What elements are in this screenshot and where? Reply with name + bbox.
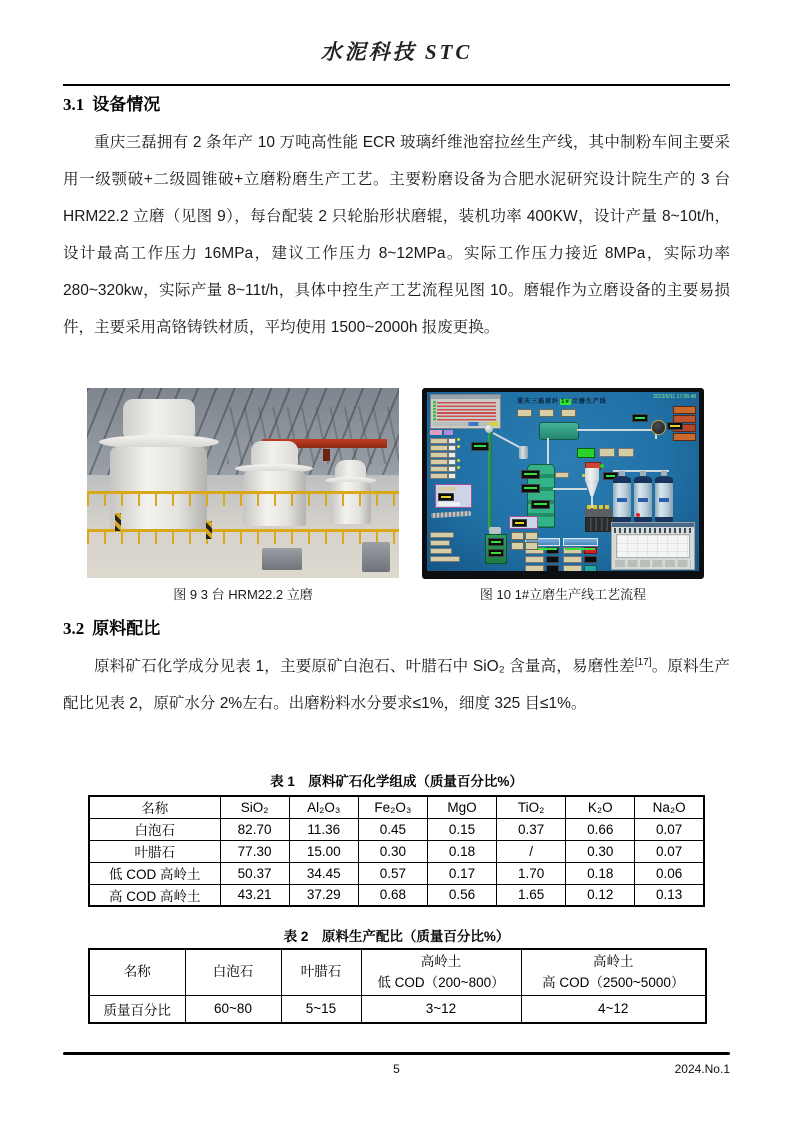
dcs-left-value [448, 459, 456, 465]
status-dot [457, 445, 460, 448]
dcs-left-value [448, 466, 456, 472]
cell: 82.70 [220, 818, 289, 840]
row-value-teal [584, 565, 597, 571]
panel-label [438, 487, 456, 491]
cell: 0.15 [427, 818, 496, 840]
row-value [546, 565, 559, 571]
platform-railing-lower [87, 529, 399, 544]
cell: 34.45 [289, 862, 358, 884]
section-title: 设备情况 [92, 95, 161, 114]
cell: 50.37 [220, 862, 289, 884]
storage-tank-3 [655, 476, 673, 524]
dcs-left-label [430, 473, 448, 479]
cell: 3~12 [361, 995, 521, 1023]
status-dot-green [600, 464, 604, 468]
dcs-left-label [430, 452, 448, 458]
cell: 0.12 [566, 884, 635, 906]
dcs-left-label [430, 445, 448, 451]
tank-cap [655, 476, 673, 483]
tank-cap [634, 476, 652, 483]
group-header-bar [563, 538, 598, 546]
cell: 0.13 [635, 884, 704, 906]
th-line1: 高岭土 [420, 953, 462, 969]
table-row [89, 862, 704, 884]
th-yelashi: 叶腊石 [281, 949, 361, 995]
th-line1: 高岭土 [593, 953, 634, 969]
value-display [667, 422, 683, 430]
cell: / [497, 840, 566, 862]
cell: 低 COD 高岭土 [89, 862, 220, 884]
table-row [89, 840, 704, 862]
cell: 0.18 [427, 840, 496, 862]
mill-hopper [251, 441, 298, 466]
value-row [563, 556, 597, 563]
status-dot [457, 459, 460, 462]
th-sio2: SiO₂ [220, 796, 289, 818]
dcs-menu-button [517, 409, 532, 417]
cell: 11.36 [289, 818, 358, 840]
cyclone-body [585, 468, 599, 480]
dcs-pink-tag [430, 430, 442, 435]
top-duct [577, 429, 657, 431]
status-dot [457, 466, 460, 469]
table-ore-composition [88, 795, 705, 907]
cell: 4~12 [521, 995, 706, 1023]
cell: 15.00 [289, 840, 358, 862]
tank-valve [640, 471, 646, 476]
cell: 0.18 [566, 862, 635, 884]
cell: 0.45 [358, 818, 427, 840]
value-row [563, 565, 597, 571]
trend-chart-window [611, 522, 695, 570]
mill-hopper [123, 399, 195, 437]
figure10-dcs-screenshot [422, 388, 704, 579]
section-number: 3.1 [63, 95, 85, 114]
dcs-menu-button [539, 409, 554, 417]
table-row [89, 818, 704, 840]
dcs-nav-button [673, 433, 696, 441]
cell: 0.30 [358, 840, 427, 862]
cell: 0.68 [358, 884, 427, 906]
footer-rule [63, 1052, 730, 1055]
fan-graphic [651, 420, 666, 435]
classifier-graphic [539, 422, 579, 440]
row-label [563, 565, 582, 571]
tank-label [659, 498, 669, 502]
dcs-page-title [499, 396, 625, 405]
pipe-mill-cyclone [553, 488, 587, 490]
hopper-value [488, 549, 504, 557]
dcs-nav-button [673, 406, 696, 414]
cell: 1.65 [497, 884, 566, 906]
dcs-purple-tag [444, 430, 453, 435]
trend-titlebar [612, 523, 694, 527]
valve-manifold [585, 508, 612, 517]
hazard-stripe-post [206, 521, 212, 539]
cell: 60~80 [185, 995, 281, 1023]
dcs-title-text: 重庆三磊玻纤 [517, 399, 560, 405]
mill-value-display [531, 500, 550, 509]
alarm-ack-column [433, 401, 436, 421]
dcs-title-unit-badge: 1# [561, 399, 570, 405]
paragraph-materials [63, 648, 730, 722]
packer-slats [585, 517, 614, 532]
storage-tank-1 [613, 476, 631, 524]
value-cluster-left [525, 547, 559, 571]
vertical-mill-2 [234, 441, 315, 536]
hopper-value [488, 538, 504, 546]
header-rule [63, 84, 730, 86]
cell: 0.17 [427, 862, 496, 884]
value-row [525, 565, 559, 571]
th-mgo: MgO [427, 796, 496, 818]
cell: 77.30 [220, 840, 289, 862]
table-raw-material-ratio [88, 948, 707, 1024]
th-line2: 高 COD（2500~5000） [542, 975, 685, 991]
stop-button [525, 532, 538, 540]
th-na2o: Na₂O [635, 796, 704, 818]
status-box [618, 448, 634, 457]
th-kaolin-high [521, 949, 706, 995]
trend-toolbar-icons [614, 528, 692, 533]
cell: 白泡石 [89, 818, 220, 840]
crane-hoist [323, 449, 330, 461]
th-kaolin-low [361, 949, 521, 995]
pipe-classifier-mill [547, 438, 549, 464]
dcs-left-label [430, 466, 448, 472]
railing-posts [87, 532, 399, 544]
chute-line [493, 432, 520, 448]
feeder-cylinder [519, 446, 528, 459]
value-cluster-right [563, 547, 597, 571]
alarm-dot-red [636, 513, 640, 517]
dcs-left-button [430, 556, 460, 562]
paragraph-text: 。原料生产配比见表 2，原矿水分 2%左右。出磨粉料水分要求≤1%，细度 325 目≤1%。 [63, 658, 730, 712]
row-label [525, 565, 544, 571]
setpoint-panel [509, 516, 538, 529]
mill-body [110, 447, 207, 531]
th-line2: 低 COD（200~800） [377, 975, 505, 991]
cell: 0.57 [358, 862, 427, 884]
dcs-left-value [448, 438, 456, 444]
dcs-left-label [430, 459, 448, 465]
dcs-menu-button [561, 409, 576, 417]
hazard-stripe-post [115, 513, 121, 531]
th-k2o: K₂O [566, 796, 635, 818]
th-tio2: TiO₂ [497, 796, 566, 818]
cyclone-cone [585, 480, 599, 496]
figure9-caption: 图 9 3 台 HRM22.2 立磨 [173, 587, 313, 602]
cell: 高 COD 高岭土 [89, 884, 220, 906]
floor-cart [362, 542, 390, 572]
cell: 1.70 [497, 862, 566, 884]
run-button [511, 542, 524, 550]
table-row [89, 884, 704, 906]
section-title: 原料配比 [92, 619, 161, 638]
th-fe2o3: Fe₂O₃ [358, 796, 427, 818]
cell: 0.07 [635, 818, 704, 840]
th-al2o3: Al₂O₃ [289, 796, 358, 818]
table1-title: 表 1 原料矿石化学组成（质量百分比%） [270, 774, 523, 789]
cell: 43.21 [220, 884, 289, 906]
alarm-list-window [430, 394, 501, 429]
status-dot [582, 474, 585, 477]
tank-valve [619, 471, 625, 476]
table-header-row [89, 796, 704, 818]
citation-superscript: [17] [634, 656, 652, 668]
cell: 5~15 [281, 995, 361, 1023]
page-number: 5 [393, 1062, 400, 1076]
row-value [584, 556, 597, 563]
alarm-text-rows [437, 401, 496, 421]
feeder-hopper-graphic [485, 534, 507, 564]
paragraph-text: 原料矿石化学成分见表 1，主要原矿白泡石、叶腊石中 SiO₂ 含量高，易磨性差 [94, 658, 635, 675]
mill-value-display [521, 470, 540, 479]
table-row [89, 995, 706, 1023]
row-value [546, 556, 559, 563]
value-row [525, 556, 559, 563]
valve-handles [587, 505, 610, 509]
railing-posts [87, 494, 399, 506]
cell: 37.29 [289, 884, 358, 906]
dcs-left-value [448, 473, 456, 479]
cell: 0.07 [635, 840, 704, 862]
cell: 叶腊石 [89, 840, 220, 862]
mill-tag [555, 472, 569, 478]
run-button [511, 532, 524, 540]
platform-railing-upper [87, 491, 399, 506]
th-name: 名称 [89, 949, 185, 995]
status-box-green [577, 448, 595, 458]
feeder-top-cylinder [489, 527, 501, 534]
tank-valve [661, 471, 667, 476]
cell: 0.30 [566, 840, 635, 862]
status-box [599, 448, 615, 457]
section-number: 3.2 [63, 619, 85, 638]
section-heading-materials [63, 614, 160, 639]
dcs-left-button [430, 532, 454, 538]
dcs-left-button [430, 540, 450, 546]
trend-legend-row [615, 560, 691, 567]
dcs-left-button [430, 548, 452, 554]
cell: 0.66 [566, 818, 635, 840]
issue-number: 2024.No.1 [674, 1062, 730, 1076]
dcs-title-text: 立磨生产线 [571, 399, 607, 405]
elevator-head-pulley [485, 425, 493, 433]
floor-equipment [262, 548, 303, 571]
dcs-left-value [448, 445, 456, 451]
dcs-parameter-panel [435, 484, 472, 508]
stop-button [525, 542, 538, 550]
th-baipaoshi: 白泡石 [185, 949, 281, 995]
storage-tank-2 [634, 476, 652, 524]
cell: 0.56 [427, 884, 496, 906]
cell: 质量百分比 [89, 995, 185, 1023]
value-display [632, 414, 648, 422]
mill-value-display [521, 484, 540, 493]
table-header-row [89, 949, 706, 995]
dcs-screen [427, 392, 699, 571]
panel-row [438, 502, 460, 506]
th-name: 名称 [89, 796, 220, 818]
alarm-window-titlebar [431, 395, 500, 399]
figure10-caption: 图 10 1#立磨生产线工艺流程 [479, 587, 647, 602]
cell: 0.06 [635, 862, 704, 884]
row-label [525, 556, 544, 563]
table2-title: 表 2 原料生产配比（质量百分比%） [283, 929, 510, 944]
cell: 0.37 [497, 818, 566, 840]
tank-cap [613, 476, 631, 483]
tank-label [638, 498, 648, 502]
value-display [471, 442, 489, 451]
panel-value-display [438, 493, 454, 501]
status-dot [457, 438, 460, 441]
row-label [563, 556, 582, 563]
journal-title: 水泥科技 STC [320, 40, 473, 64]
dcs-left-label [430, 438, 448, 444]
dcs-timestamp: 2023/9/11 17:06:48 [653, 394, 696, 400]
setpoint-value [512, 519, 527, 527]
conveyor-graphic [431, 511, 471, 518]
section-heading-equipment [63, 90, 160, 115]
tank-label [617, 498, 627, 502]
dcs-left-value [448, 452, 456, 458]
figure9-photo-mills [87, 388, 399, 578]
trend-plot-area [616, 534, 690, 558]
paragraph-equipment: 重庆三磊拥有 2 条年产 10 万吨高性能 ECR 玻璃纤维池窑拉丝生产线，其中制粉车间主要采用一级颚破+二级圆锥破+立磨粉磨生产工艺。主要粉磨设备为合肥水泥研究设计院生产的 3 台 HRM22.2 立磨（见图 9），每台配装 2 只轮胎形状磨辊，装机功率 400KW，设计产量 8~10t/h，设计最高工作压力 16MPa，建议工作压力 8~12MPa。实际工作压力接近 8MPa，实际功率 280~320kw，实际产量 8~11t/h，具体中控生产工艺流程见图 10。磨辊作为立磨设备的主要易损件，主要采用高铬铸铁材质，平均使用 1500~2000h 报废更换。 [63, 134, 730, 336]
